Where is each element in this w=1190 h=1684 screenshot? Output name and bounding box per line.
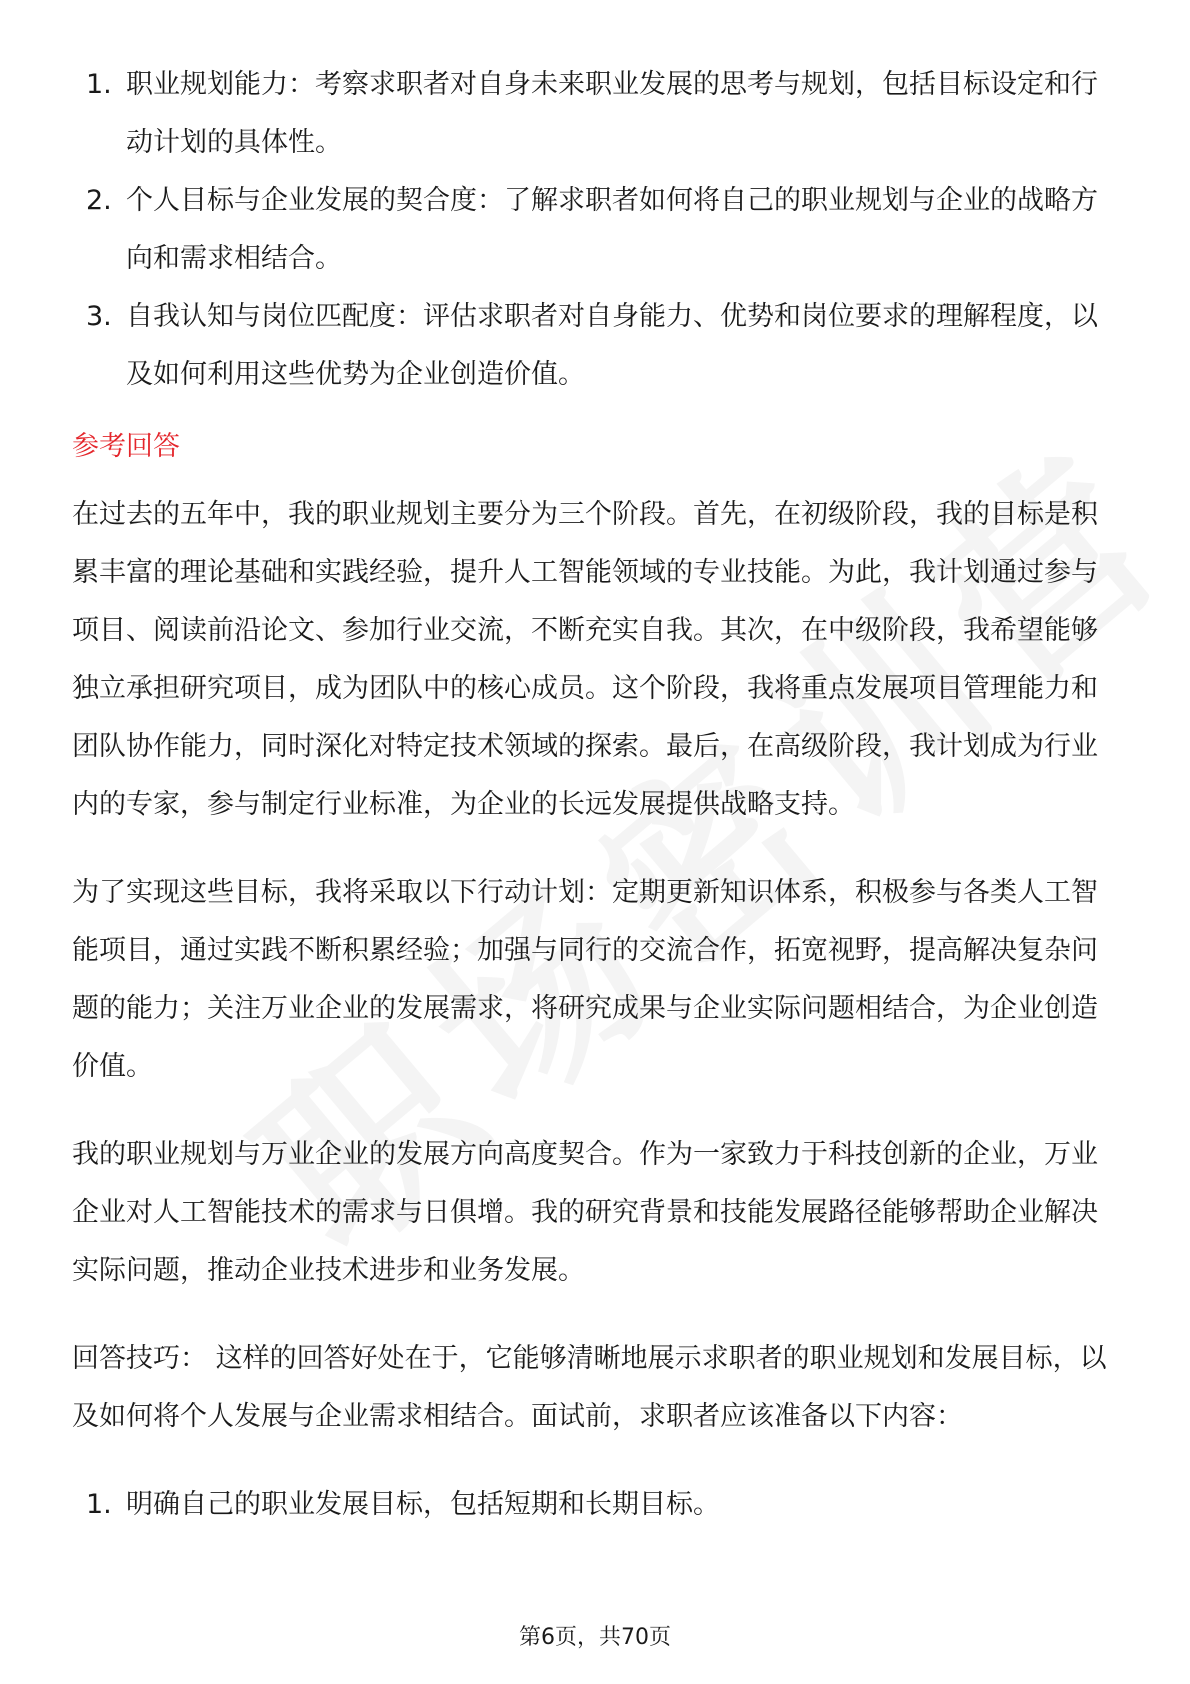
list-number: 2. <box>86 185 112 216</box>
list-text: 明确自己的职业发展目标，包括短期和长期目标。 <box>126 1489 720 1520</box>
list-number: 1. <box>86 69 112 100</box>
list-text: 自我认知与岗位匹配度：评估求职者对自身能力、优势和岗位要求的理解程度，以及如何利用这些优势为企业创造价值。 <box>126 301 1098 390</box>
list-text: 个人目标与企业发展的契合度：了解求职者如何将自己的职业规划与企业的战略方向和需求相结合。 <box>126 185 1098 274</box>
preparation-list <box>72 1476 1122 1534</box>
list-item <box>72 172 1122 288</box>
criteria-list <box>72 56 1122 404</box>
page-footer: 第6页，共70页 <box>519 1625 671 1650</box>
list-number: 3. <box>86 301 112 332</box>
document-body <box>72 56 1122 1534</box>
paragraph: 在过去的五年中，我的职业规划主要分为三个阶段。首先，在初级阶段，我的目标是积累丰富的理论基础和实践经验，提升人工智能领域的专业技能。为此，我计划通过参与项目、阅读前沿论文、参加行业交流，不断充实自我。其次，在中级阶段，我希望能够独立承担研究项目，成为团队中的核心成员。这个阶段，我将重点发展项目管理能力和团队协作能力，同时深化对特定技术领域的探索。最后，在高级阶段，我计划成为行业内的专家，参与制定行业标准，为企业的长远发展提供战略支持。 <box>72 499 1098 820</box>
section-heading: 参考回答 <box>72 431 180 462</box>
list-text: 职业规划能力：考察求职者对自身未来职业发展的思考与规划，包括目标设定和行动计划的具体性。 <box>126 69 1098 158</box>
list-item <box>72 288 1122 404</box>
list-item <box>72 56 1122 172</box>
paragraph: 为了实现这些目标，我将采取以下行动计划：定期更新知识体系，积极参与各类人工智能项目，通过实践不断积累经验；加强与同行的交流合作，拓宽视野，提高解决复杂问题的能力；关注万业企业的发展需求，将研究成果与企业实际问题相结合，为企业创造价值。 <box>72 877 1098 1082</box>
paragraph: 我的职业规划与万业企业的发展方向高度契合。作为一家致力于科技创新的企业，万业企业对人工智能技术的需求与日俱增。我的研究背景和技能发展路径能够帮助企业解决实际问题，推动企业技术进步和业务发展。 <box>72 1139 1098 1286</box>
list-item <box>72 1476 1122 1534</box>
list-number: 1. <box>86 1489 112 1520</box>
paragraph: 回答技巧： 这样的回答好处在于，它能够清晰地展示求职者的职业规划和发展目标，以及如何将个人发展与企业需求相结合。面试前，求职者应该准备以下内容： <box>72 1343 1107 1432</box>
